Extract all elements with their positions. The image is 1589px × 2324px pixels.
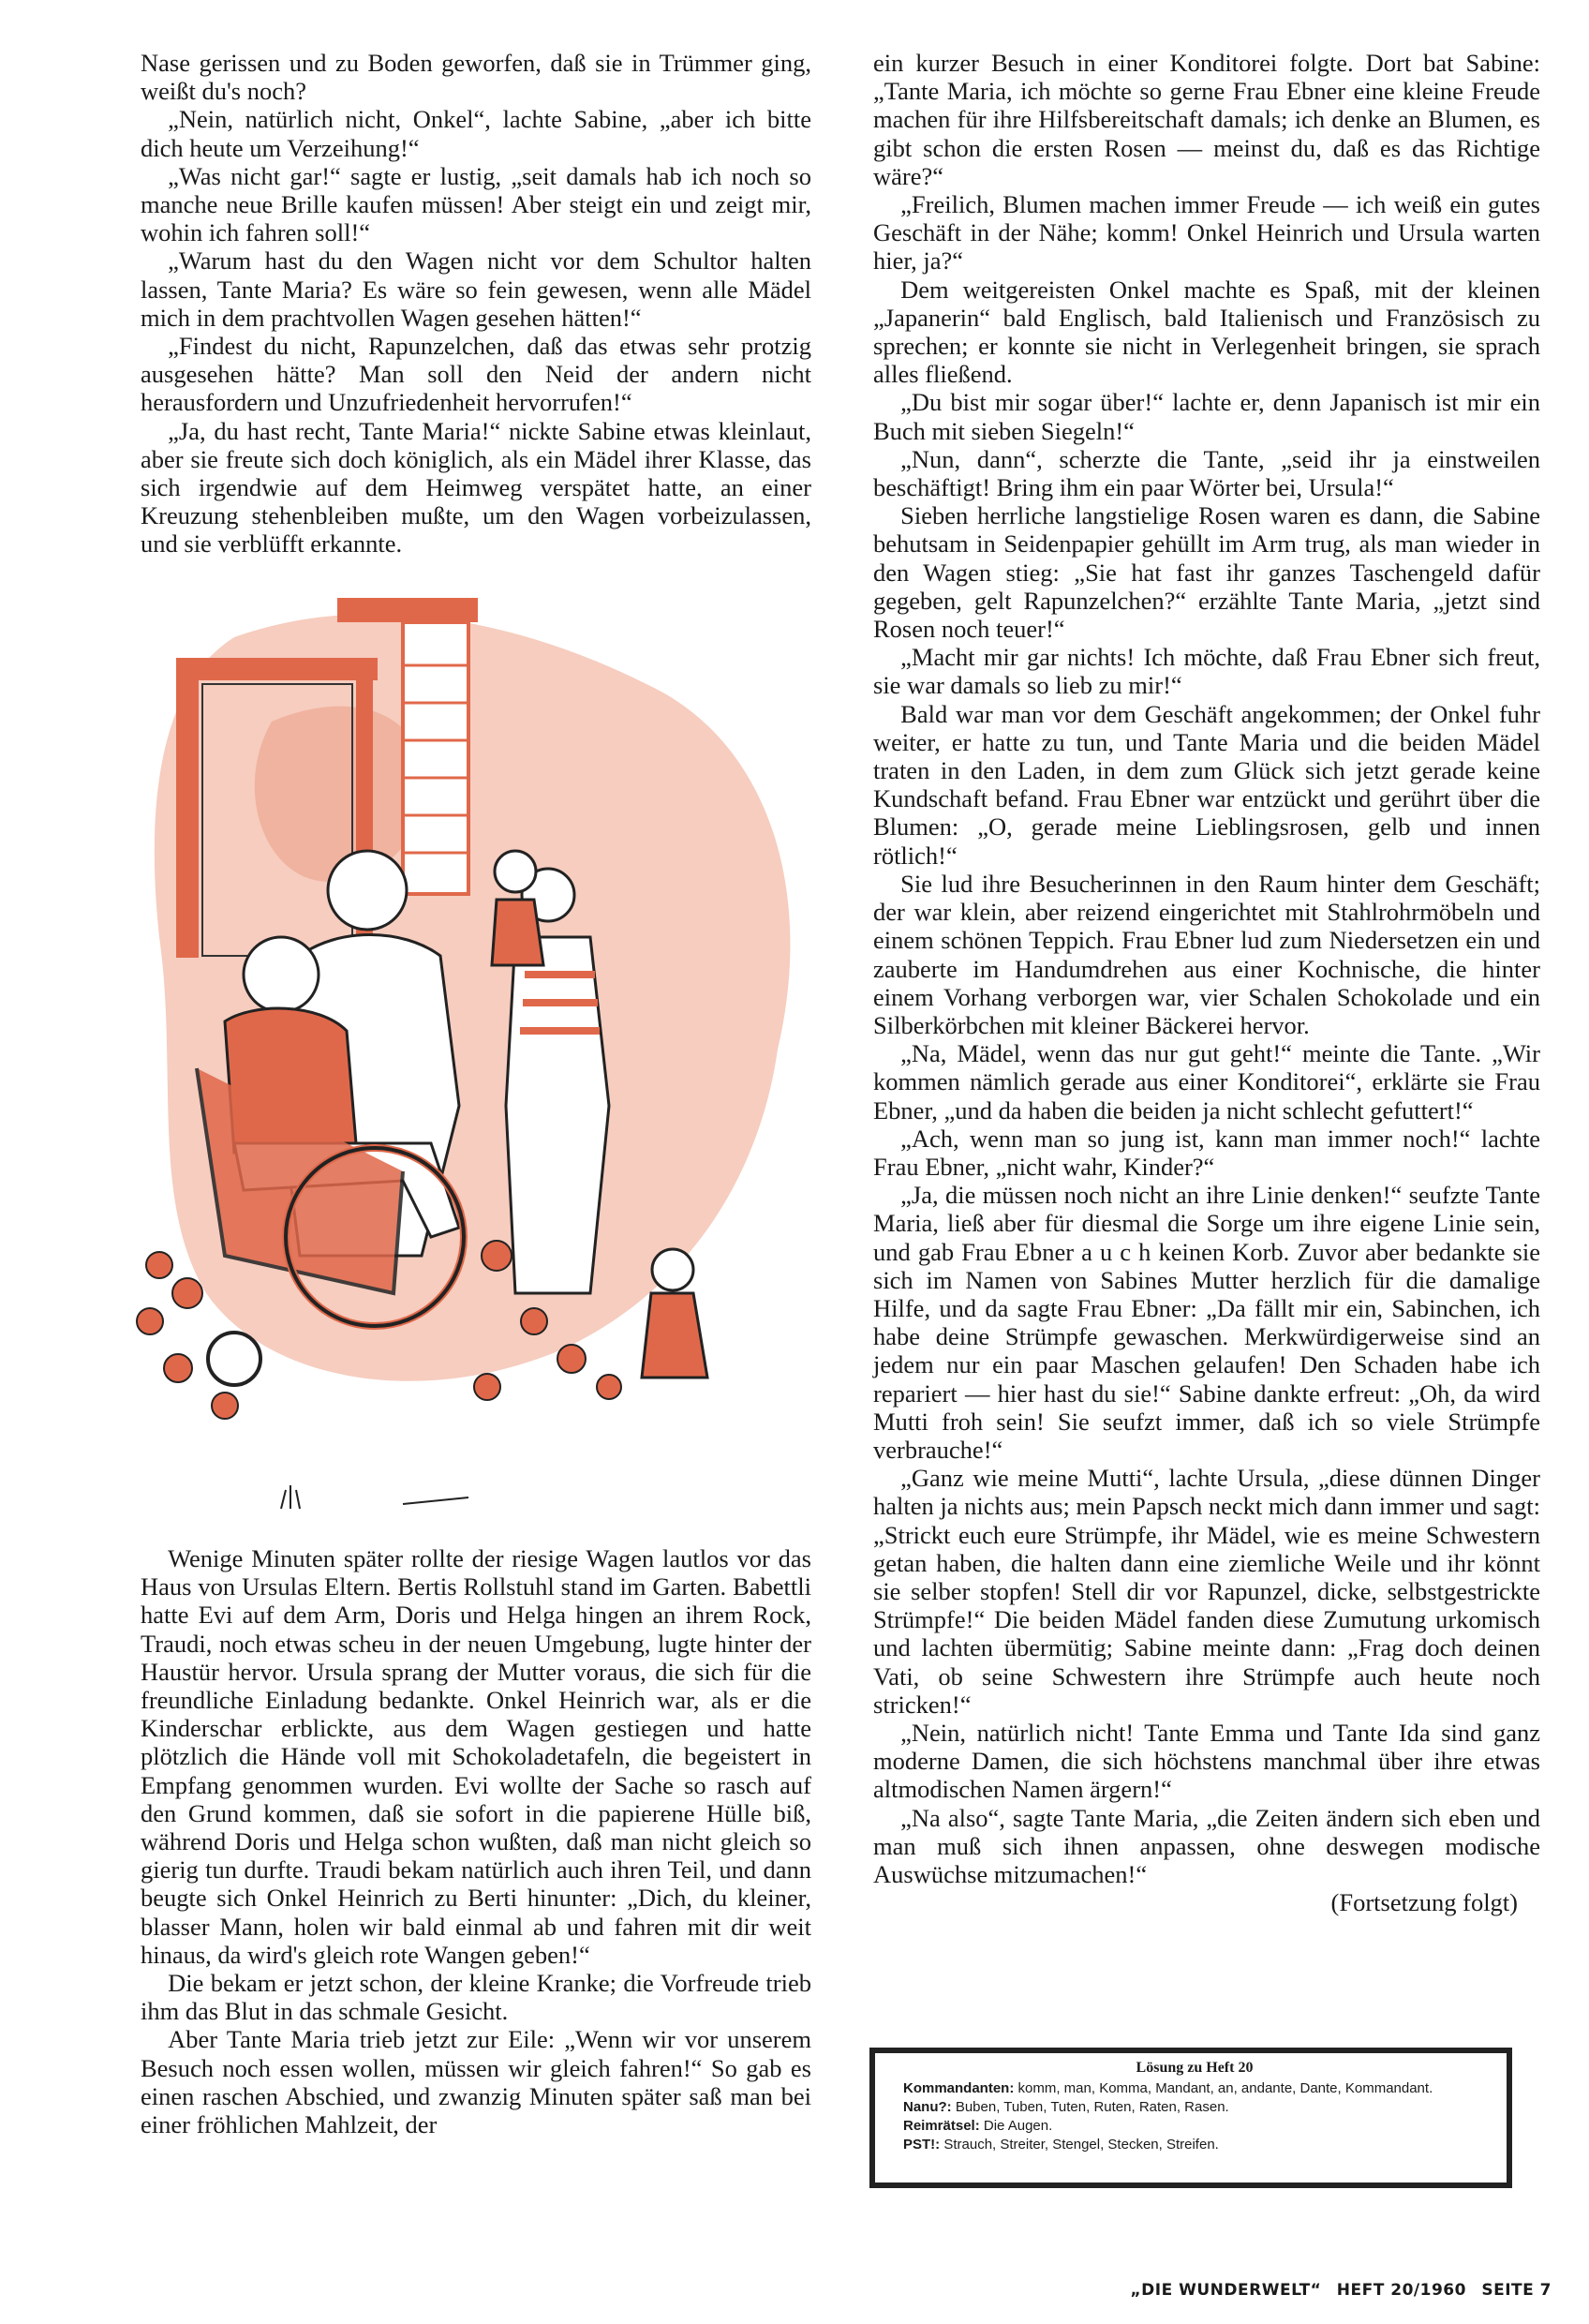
story-illustration <box>122 581 834 1527</box>
page-footer <box>1121 2281 1552 2300</box>
paragraph: „Ganz wie meine Mutti“, lachte Ursula, „diese dünnen Dinger halten ja nichts aus; mein Papsch neckt mich dann immer und sagt: „Strickt euch eure Strümpfe, ihr Mädel, wie es meine Schwestern getan haben, die halten dann eine ziemliche Weile und ihr könnt sie selber stopfen! Stell dir vor Rapunzel, dicke, selbstgestrickte Strümpfe!“ Die beiden Mädel fanden diese Zumutung urkomisch und lachten übermütig; Sabine meinte dann: „Frag doch deinen Vati, ob seine Schwestern ihre Strümpfe auch heute noch stricken!“ <box>873 1464 1540 1719</box>
left-column-bottom-text <box>141 1544 811 2138</box>
paragraph: „Nein, natürlich nicht, Onkel“, lachte Sabine, „aber ich bitte dich heute um Verzeihung!“ <box>141 105 811 162</box>
small-girl-figure <box>642 1249 707 1378</box>
solution-label: Reimrätsel: <box>903 2118 980 2134</box>
paragraph: ein kurzer Besuch in einer Konditorei folgte. Dort bat Sabine: „Tante Maria, ich möchte so gerne Frau Ebner eine kleine Freude machen für ihre Hilfsbereitschaft damals; ich denke an Blumen, es gibt schon die ersten Rosen — meinst du, daß es das Richtige wäre?“ <box>873 49 1540 190</box>
solution-row <box>892 2136 1497 2154</box>
solution-label: Kommandanten: <box>903 2080 1015 2096</box>
solution-text: Strauch, Streiter, Stengel, Stecken, Streifen. <box>940 2137 1219 2153</box>
paragraph: Dem weitgereisten Onkel machte es Spaß, mit der kleinen „Japanerin“ bald Englisch, bald Italienisch und Französisch zu sprechen; er konnte sie nicht in Verlegenheit bringen, sie sprach alles fließend. <box>873 275 1540 389</box>
paragraph: „Macht mir gar nichts! Ich möchte, daß Frau Ebner sich freut, sie war damals so lieb zu mir!“ <box>873 643 1540 700</box>
paragraph: „Ja, du hast recht, Tante Maria!“ nickte Sabine etwas kleinlaut, aber sie freute sich doch königlich, als ein Mädel ihrer Klasse, das sich irgendwie auf dem Heimweg verspätet hatte, an einer Kreuzung stehenbleiben mußte, um den Wagen vorbeizulassen, und sie verblüfft erkannte. <box>141 416 811 559</box>
paragraph: „Freilich, Blumen machen immer Freude — ich weiß ein gutes Geschäft in der Nähe; komm! Onkel Heinrich und Ursula warten hier, ja?“ <box>873 190 1540 276</box>
solution-row <box>892 2098 1497 2117</box>
continuation-note: (Fortsetzung folgt) <box>1330 1888 1518 1917</box>
paragraph: „Ja, die müssen noch nicht an ihre Linie denken!“ seufzte Tante Maria, ließ aber für diesmal die Sorge um ihre eigene Linie sein, und gab Frau Ebner a u c h keinen Korb. Zuvor aber bedankte sie sich im Namen von Sabines Mutter herzlich für die damalige Hilfe, und da sagte Frau Ebner: „Da fällt mir ein, Sabinchen, ich habe deine Strümpfe gewaschen. Merkwürdigerweise sind an jedem nur ein paar Maschen gelaufen! Den Schaden habe ich repariert — hier hast du sie!“ Sabine dankte erfreut: „Oh, da wird Mutti froh sein! Sie seufzt immer, daß ich so viele Strümpfe verbrauche!“ <box>873 1181 1540 1464</box>
right-column-text <box>873 49 1540 1916</box>
paragraph: „Ach, wenn man so jung ist, kann man immer noch!“ lachte Frau Ebner, „nicht wahr, Kinder?“ <box>873 1124 1540 1181</box>
solution-text: Die Augen. <box>979 2118 1053 2134</box>
solution-row <box>892 2117 1497 2136</box>
solution-title: Lösung zu Heft 20 <box>1136 2060 1254 2076</box>
paragraph: Nase gerissen und zu Boden geworfen, daß sie in Trümmer ging, weißt du's noch? <box>141 49 811 106</box>
paragraph: Wenige Minuten später rollte der riesige Wagen lautlos vor das Haus von Ursulas Eltern. Bertis Rollstuhl stand im Garten. Babettli hatte Evi auf dem Arm, Doris und Helga hingen an ihrem Rock, Traudi, noch etwas scheu in der neuen Umgebung, lugte hinter der Haustür hervor. Ursula sprang der Mutter voraus, die sich für die freundliche Einladung bedankte. Onkel Heinrich war, als er die Kinderschar erblickte, aus dem Wagen gestiegen und hatte plötzlich die Hände voll mit Schokoladetafeln, die begeistert in Empfang genommen wurden. Evi wollte der Sache so rasch auf den Grund kommen, daß sie sofort in die papierene Hülle biß, während Doris und Helga schon wußten, daß man nicht gleich so gierig tun durfte. Traudi bekam natürlich auch ihren Teil, und dann beugte sich Onkel Heinrich zu Berti hinunter: „Dich, du kleiner, blasser Mann, holen wir bald einmal ab und fahren mit dir weit hinaus, da wird's gleich rote Wangen geben!“ <box>141 1544 811 1969</box>
paragraph: „Warum hast du den Wagen nicht vor dem Schultor halten lassen, Tante Maria? Es wäre so fein gewesen, wenn alle Mädel mich in dem prachtvollen Wagen gesehen hätten!“ <box>141 246 811 332</box>
grass <box>281 1485 468 1509</box>
paragraph: Bald war man vor dem Geschäft angekommen; der Onkel fuhr weiter, er hatte zu tun, und Tante Maria und die beiden Mädel traten in den Laden, in dem zum Glück sich jetzt gerade keine Kundschaft befand. Frau Ebner war entzückt und gerührt über die Blumen: „O, gerade meine Lieblingsrosen, gelb und innen rötlich!“ <box>873 699 1540 870</box>
paragraph: „Du bist mir sogar über!“ lachte er, denn Japanisch ist mir ein Buch mit sieben Siegeln!“ <box>873 388 1540 445</box>
paragraph: „Was nicht gar!“ sagte er lustig, „seit damals hab ich noch so manche neue Brille kaufen müssen! Aber steigt ein und zeigt mir, wohin ich fahren soll!“ <box>141 161 811 247</box>
paragraph: Aber Tante Maria trieb jetzt zur Eile: „Wenn wir vor unserem Besuch noch essen wollen, müssen wir gleich fahren!“ So gab es einen raschen Abschied, und zwanzig Minuten später saß man bei einer fröhlichen Mahlzeit, der <box>141 2025 811 2139</box>
left-column-top-text <box>141 49 811 559</box>
paragraph: Die bekam er jetzt schon, der kleine Kranke; die Vorfreude trieb ihm das Blut in das schmale Gesicht. <box>141 1969 811 2026</box>
solution-text: komm, man, Komma, Mandant, an, andante, Dante, Kommandant. <box>1014 2080 1433 2096</box>
solution-row <box>892 2079 1497 2098</box>
solution-label: Nanu?: <box>903 2099 952 2115</box>
solution-label: PST!: <box>903 2137 941 2153</box>
paragraph: „Findest du nicht, Rapunzelchen, daß das etwas sehr protzig ausgesehen hätte? Man soll den Neid der andern nicht herausfordern und Unzufriedenheit hervorrufen!“ <box>141 332 811 417</box>
paragraph: Sieben herrliche langstielige Rosen waren es dann, die Sabine behutsam in Seidenpapier gehüllt im Arm trug, als man wieder in den Wagen stieg: „Sie hat fast ihr ganzes Taschengeld dafür gegeben, gelt Rapunzelchen?“ erzählte Tante Maria, „jetzt sind Rosen noch teuer!“ <box>873 501 1540 644</box>
paragraph: „Nun, dann“, scherzte die Tante, „seid ihr ja einstweilen beschäftigt! Bring ihm ein paar Wörter bei, Ursula!“ <box>873 444 1540 502</box>
solution-text: Buben, Tuben, Tuten, Ruten, Raten, Rasen. <box>951 2099 1229 2115</box>
paragraph: „Na also“, sagte Tante Maria, „die Zeiten ändern sich eben und man muß sich ihnen anpassen, ohne deswegen modische Auswüchse mitzumachen!“ <box>873 1803 1540 1888</box>
puzzle-solution-box <box>869 2048 1512 2188</box>
paragraph: „Na, Mädel, wenn das nur gut geht!“ meinte die Tante. „Wir kommen nämlich gerade aus einer Konditorei“, erklärte sie Frau Ebner, „und da haben die beiden ja nicht schlecht gefuttert!“ <box>873 1039 1540 1125</box>
paragraph: „Nein, natürlich nicht! Tante Emma und Tante Ida sind ganz moderne Damen, die sich höchstens manchmal über ihre etwas altmodischen Namen ärgern!“ <box>873 1718 1540 1804</box>
paragraph: Sie lud ihre Besucherinnen in den Raum hinter dem Geschäft; der war klein, aber reizend eingerichtet mit Stahlrohrmöbeln und einem schönen Teppich. Frau Ebner lud zum Niedersetzen ein und zauberte im Handumdrehen aus einer Kochnische, die hinter einem Vorhang verborgen war, vier Schalen Schokolade und ein Silberkörbchen mit kleiner Bäckerei hervor. <box>873 869 1540 1039</box>
magazine-name: „DIE WUNDERWELT“ <box>1130 2281 1322 2300</box>
issue-number: HEFT 20/1960 <box>1336 2281 1466 2300</box>
page-number: SEITE 7 <box>1481 2281 1552 2300</box>
